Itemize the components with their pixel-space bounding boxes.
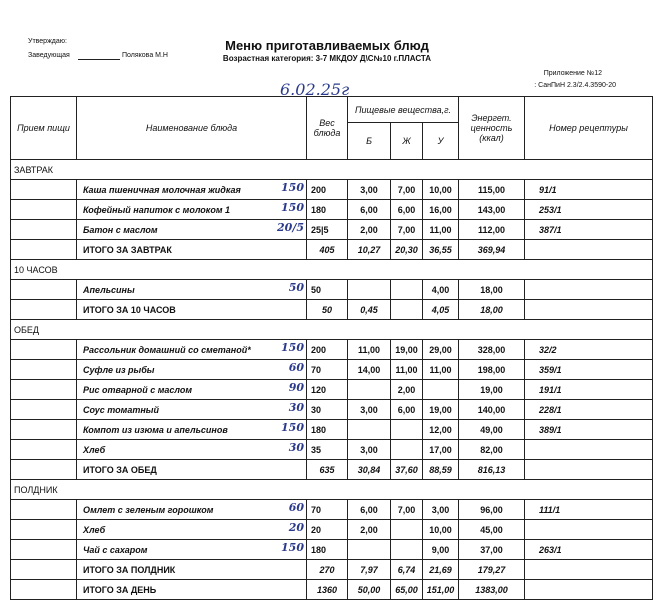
dish-name: ИТОГО ЗА ЗАВТРАК [77, 240, 307, 260]
carb-cell: 11,00 [423, 220, 459, 240]
handwritten-portion-note: 150 [281, 181, 304, 194]
dish-row [11, 420, 653, 440]
protein-cell [348, 420, 391, 440]
energy-cell: 369,94 [459, 240, 525, 260]
protein-cell: 2,00 [348, 220, 391, 240]
fat-cell: 65,00 [391, 580, 423, 600]
fat-cell [391, 520, 423, 540]
meal-cell [11, 380, 77, 400]
energy-cell: 45,00 [459, 520, 525, 540]
protein-cell [348, 380, 391, 400]
col-weight: Вес блюда [307, 97, 348, 160]
recipe-cell: 91/1 [525, 180, 653, 200]
weight-cell: 35 [307, 440, 348, 460]
carb-cell: 9,00 [423, 540, 459, 560]
protein-cell: 10,27 [348, 240, 391, 260]
weight-cell: 270 [307, 560, 348, 580]
carb-cell: 21,69 [423, 560, 459, 580]
handwritten-portion-note: 30 [288, 401, 304, 414]
protein-cell: 3,00 [348, 400, 391, 420]
handwritten-portion-note: 150 [281, 541, 304, 554]
dish-name: Хлеб 20 [77, 520, 307, 540]
protein-cell: 0,45 [348, 300, 391, 320]
recipe-cell [525, 280, 653, 300]
col-zh: Ж [391, 123, 423, 160]
meal-cell [11, 400, 77, 420]
carb-cell: 88,59 [423, 460, 459, 480]
energy-cell: 179,27 [459, 560, 525, 580]
recipe-cell [525, 460, 653, 480]
energy-cell: 19,00 [459, 380, 525, 400]
col-b: Б [348, 123, 391, 160]
meal-cell [11, 560, 77, 580]
meal-cell [11, 440, 77, 460]
energy-cell: 37,00 [459, 540, 525, 560]
fat-cell: 7,00 [391, 500, 423, 520]
dish-name: ИТОГО ЗА ДЕНЬ [77, 580, 307, 600]
dish-row [11, 280, 653, 300]
dish-name: Омлет с зеленым горошком 60 [77, 500, 307, 520]
dish-row [11, 360, 653, 380]
section-row [11, 320, 653, 340]
col-dish: Наименование блюда [77, 97, 307, 160]
dish-name: Рис отварной с маслом 90 [77, 380, 307, 400]
recipe-cell: 111/1 [525, 500, 653, 520]
dish-row [11, 200, 653, 220]
weight-cell: 25|5 [307, 220, 348, 240]
dish-name: Батон с маслом 20/5 [77, 220, 307, 240]
total-row [11, 560, 653, 580]
protein-cell: 7,97 [348, 560, 391, 580]
section-row [11, 480, 653, 500]
recipe-cell: 263/1 [525, 540, 653, 560]
total-row [11, 240, 653, 260]
weight-cell: 405 [307, 240, 348, 260]
carb-cell: 19,00 [423, 400, 459, 420]
col-recipe: Номер рецептуры [525, 97, 653, 160]
carb-cell: 10,00 [423, 180, 459, 200]
col-energy: Энергет. ценность (ккал) [459, 97, 525, 160]
handwritten-portion-note: 60 [288, 501, 304, 514]
sanpin-label: : СанПиН 2.3/2.4.3590-20 [534, 82, 616, 89]
carb-cell: 4,00 [423, 280, 459, 300]
meal-cell [11, 520, 77, 540]
dish-row [11, 540, 653, 560]
meal-cell [11, 240, 77, 260]
handwritten-portion-note: 150 [281, 341, 304, 354]
carb-cell [423, 380, 459, 400]
fat-cell [391, 420, 423, 440]
weight-cell: 180 [307, 420, 348, 440]
fat-cell: 6,00 [391, 200, 423, 220]
weight-cell: 50 [307, 300, 348, 320]
recipe-cell: 228/1 [525, 400, 653, 420]
fat-cell: 37,60 [391, 460, 423, 480]
carb-cell: 36,55 [423, 240, 459, 260]
energy-cell: 112,00 [459, 220, 525, 240]
weight-cell: 200 [307, 340, 348, 360]
total-row [11, 460, 653, 480]
protein-cell: 14,00 [348, 360, 391, 380]
section-title: ЗАВТРАК [11, 160, 653, 180]
energy-cell: 198,00 [459, 360, 525, 380]
energy-cell: 18,00 [459, 300, 525, 320]
dish-row [11, 340, 653, 360]
fat-cell [391, 440, 423, 460]
meal-cell [11, 340, 77, 360]
fat-cell [391, 280, 423, 300]
protein-cell: 6,00 [348, 200, 391, 220]
protein-cell: 3,00 [348, 180, 391, 200]
meal-cell [11, 360, 77, 380]
handwritten-portion-note: 20 [288, 521, 304, 534]
fat-cell: 6,00 [391, 400, 423, 420]
recipe-cell: 359/1 [525, 360, 653, 380]
protein-cell [348, 540, 391, 560]
energy-cell: 328,00 [459, 340, 525, 360]
handwritten-portion-note: 90 [288, 381, 304, 394]
carb-cell: 17,00 [423, 440, 459, 460]
col-nutrients: Пищевые вещества,г. [348, 97, 459, 123]
recipe-cell [525, 580, 653, 600]
dish-name: Чай с сахаром 150 [77, 540, 307, 560]
recipe-cell: 389/1 [525, 420, 653, 440]
dish-name: Каша пшеничная молочная жидкая 150 [77, 180, 307, 200]
handwritten-portion-note: 150 [281, 201, 304, 214]
carb-cell: 4,05 [423, 300, 459, 320]
dish-name: Соус томатный 30 [77, 400, 307, 420]
appendix-label: Приложение №12 [543, 70, 602, 77]
weight-cell: 200 [307, 180, 348, 200]
protein-cell: 50,00 [348, 580, 391, 600]
fat-cell: 7,00 [391, 220, 423, 240]
dish-name: Кофейный напиток с молоком 1 150 [77, 200, 307, 220]
handwritten-date: 6.02.25г [280, 80, 350, 99]
total-row [11, 580, 653, 600]
handwritten-portion-note: 150 [281, 421, 304, 434]
carb-cell: 151,00 [423, 580, 459, 600]
fat-cell: 19,00 [391, 340, 423, 360]
dish-name: ИТОГО ЗА 10 ЧАСОВ [77, 300, 307, 320]
energy-cell: 49,00 [459, 420, 525, 440]
energy-cell: 143,00 [459, 200, 525, 220]
protein-cell [348, 280, 391, 300]
fat-cell: 20,30 [391, 240, 423, 260]
carb-cell: 12,00 [423, 420, 459, 440]
meal-cell [11, 280, 77, 300]
handwritten-portion-note: 20/5 [277, 221, 304, 234]
dish-row [11, 380, 653, 400]
meal-cell [11, 460, 77, 480]
weight-cell: 20 [307, 520, 348, 540]
weight-cell: 635 [307, 460, 348, 480]
meal-cell [11, 220, 77, 240]
meal-cell [11, 180, 77, 200]
weight-cell: 50 [307, 280, 348, 300]
meal-cell [11, 420, 77, 440]
protein-cell: 6,00 [348, 500, 391, 520]
approve-label: Утверждаю: [28, 38, 67, 45]
meal-cell [11, 200, 77, 220]
dish-row [11, 400, 653, 420]
recipe-cell: 32/2 [525, 340, 653, 360]
energy-cell: 82,00 [459, 440, 525, 460]
weight-cell: 1360 [307, 580, 348, 600]
energy-cell: 1383,00 [459, 580, 525, 600]
dish-row [11, 520, 653, 540]
section-title: ПОЛДНИК [11, 480, 653, 500]
weight-cell: 30 [307, 400, 348, 420]
protein-cell: 11,00 [348, 340, 391, 360]
meal-cell [11, 540, 77, 560]
head-name: Полякова М.Н [122, 52, 168, 59]
carb-cell: 11,00 [423, 360, 459, 380]
carb-cell: 29,00 [423, 340, 459, 360]
weight-cell: 70 [307, 500, 348, 520]
weight-cell: 180 [307, 540, 348, 560]
weight-cell: 120 [307, 380, 348, 400]
recipe-cell [525, 520, 653, 540]
fat-cell: 11,00 [391, 360, 423, 380]
carb-cell: 10,00 [423, 520, 459, 540]
dish-row [11, 220, 653, 240]
dish-name: Компот из изюма и апельсинов 150 [77, 420, 307, 440]
protein-cell: 30,84 [348, 460, 391, 480]
meal-cell [11, 580, 77, 600]
energy-cell: 96,00 [459, 500, 525, 520]
dish-name: Апельсины 50 [77, 280, 307, 300]
head-label: Заведующая [28, 52, 70, 59]
recipe-cell [525, 560, 653, 580]
fat-cell [391, 300, 423, 320]
recipe-cell [525, 240, 653, 260]
recipe-cell [525, 300, 653, 320]
col-u: У [423, 123, 459, 160]
dish-name: Хлеб 30 [77, 440, 307, 460]
fat-cell: 7,00 [391, 180, 423, 200]
fat-cell: 6,74 [391, 560, 423, 580]
energy-cell: 18,00 [459, 280, 525, 300]
energy-cell: 115,00 [459, 180, 525, 200]
energy-cell: 816,13 [459, 460, 525, 480]
dish-row [11, 440, 653, 460]
dish-name: ИТОГО ЗА ПОЛДНИК [77, 560, 307, 580]
total-row [11, 300, 653, 320]
energy-cell: 140,00 [459, 400, 525, 420]
section-row [11, 160, 653, 180]
recipe-cell: 191/1 [525, 380, 653, 400]
protein-cell: 2,00 [348, 520, 391, 540]
handwritten-portion-note: 50 [288, 281, 304, 294]
dish-name: ИТОГО ЗА ОБЕД [77, 460, 307, 480]
recipe-cell [525, 440, 653, 460]
recipe-cell: 253/1 [525, 200, 653, 220]
meal-cell [11, 500, 77, 520]
col-meal: Прием пищи [11, 97, 77, 160]
weight-cell: 180 [307, 200, 348, 220]
fat-cell: 2,00 [391, 380, 423, 400]
handwritten-portion-note: 30 [288, 441, 304, 454]
section-title: 10 ЧАСОВ [11, 260, 653, 280]
section-title: ОБЕД [11, 320, 653, 340]
carb-cell: 16,00 [423, 200, 459, 220]
dish-row [11, 500, 653, 520]
meal-cell [11, 300, 77, 320]
menu-table [10, 96, 653, 600]
page-subtitle: Возрастная категория: 3-7 МКДОУ Д\С№10 г.ПЛАСТА [222, 54, 432, 63]
page-title: Меню приготавливаемых блюд [225, 38, 429, 53]
weight-cell: 70 [307, 360, 348, 380]
protein-cell: 3,00 [348, 440, 391, 460]
recipe-cell: 387/1 [525, 220, 653, 240]
dish-name: Рассольник домашний со сметаной* 150 [77, 340, 307, 360]
handwritten-portion-note: 60 [288, 361, 304, 374]
dish-name: Суфле из рыбы 60 [77, 360, 307, 380]
fat-cell [391, 540, 423, 560]
carb-cell: 3,00 [423, 500, 459, 520]
section-row [11, 260, 653, 280]
dish-row [11, 180, 653, 200]
